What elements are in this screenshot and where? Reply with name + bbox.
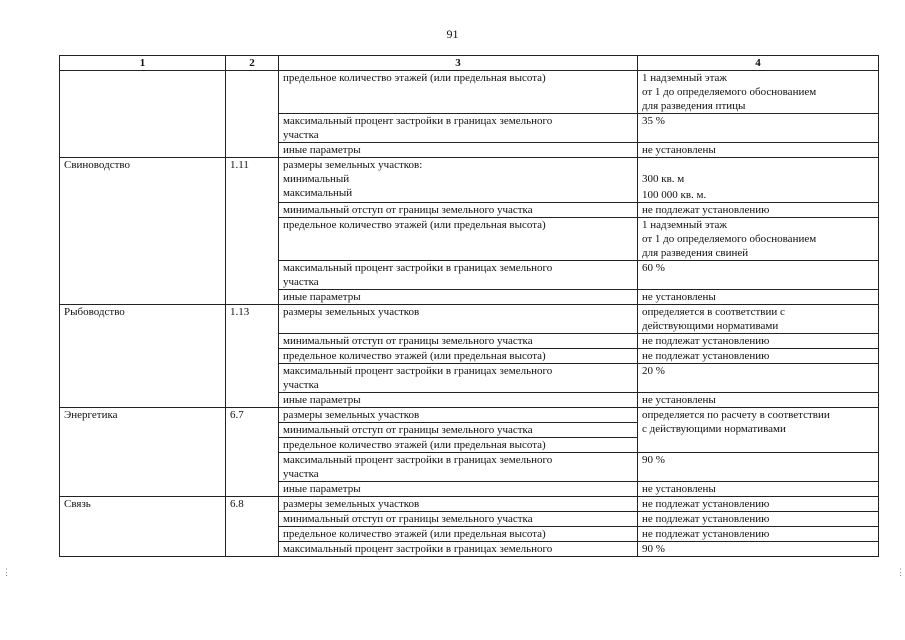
value-cell xyxy=(638,393,879,408)
value-line: 90 % xyxy=(642,454,665,466)
parameter-cell xyxy=(279,290,638,305)
land-use-code: 6.7 xyxy=(226,408,279,497)
value-cell xyxy=(638,334,879,349)
parameter-cell xyxy=(279,305,638,334)
value-line: не подлежат установлению xyxy=(642,204,770,216)
land-use-name: Связь xyxy=(60,497,226,557)
parameter-line: максимальный процент застройки в границах земельного xyxy=(283,454,553,466)
column-header-1: 1 xyxy=(60,56,226,71)
header-row xyxy=(60,56,879,71)
parameter-line: участка xyxy=(283,379,319,391)
value-cell xyxy=(638,114,879,143)
parameter-line: предельное количество этажей (или предельная высота) xyxy=(283,528,546,540)
value-line: действующими нормативами xyxy=(642,320,779,332)
parameter-line: предельное количество этажей (или предельная высота) xyxy=(283,439,546,451)
table-row xyxy=(60,305,879,334)
value-line: не установлены xyxy=(642,291,716,303)
column-header-4: 4 xyxy=(638,56,879,71)
parameter-line: размеры земельных участков xyxy=(283,306,420,318)
value-line: не подлежат установлению xyxy=(642,350,770,362)
parameter-line: максимальный xyxy=(283,187,353,199)
parameter-line: предельное количество этажей (или предельная высота) xyxy=(283,219,546,231)
parameter-line: минимальный отступ от границы земельного участка xyxy=(283,335,533,347)
table-header xyxy=(60,56,879,71)
value-line: не установлены xyxy=(642,483,716,495)
parameter-line: иные параметры xyxy=(283,483,361,495)
column-header-3: 3 xyxy=(279,56,638,71)
value-cell xyxy=(638,497,879,512)
value-line: не подлежат установлению xyxy=(642,498,770,510)
parameter-line: максимальный процент застройки в границах земельного xyxy=(283,365,553,377)
parameter-cell xyxy=(279,497,638,512)
value-line: не подлежат установлению xyxy=(642,528,770,540)
value-cell xyxy=(638,349,879,364)
parameter-cell xyxy=(279,158,638,203)
value-line: определяется в соответствии с xyxy=(642,306,785,318)
value-cell xyxy=(638,305,879,334)
table-row xyxy=(60,158,879,203)
value-cell xyxy=(638,261,879,290)
value-line: от 1 до определяемого обоснованием xyxy=(642,86,817,98)
parameter-cell xyxy=(279,542,638,557)
value-line: не установлены xyxy=(642,144,716,156)
parameter-cell xyxy=(279,203,638,218)
parameter-line: участка xyxy=(283,129,319,141)
parameter-line: иные параметры xyxy=(283,291,361,303)
parameter-line: размеры земельных участков xyxy=(283,498,420,510)
merged-value-cell xyxy=(638,408,879,453)
value-cell xyxy=(638,158,879,203)
table-row xyxy=(60,408,879,423)
parameter-line: участка xyxy=(283,468,319,480)
line-gap xyxy=(642,158,874,172)
parameter-cell xyxy=(279,423,638,438)
value-line: 300 кв. м xyxy=(642,173,685,185)
parameter-cell xyxy=(279,334,638,349)
scan-edge-mark: ⋮ xyxy=(896,567,905,577)
parameter-line: иные параметры xyxy=(283,144,361,156)
value-cell xyxy=(638,364,879,393)
value-cell xyxy=(638,203,879,218)
value-line: 20 % xyxy=(642,365,665,377)
value-cell xyxy=(638,527,879,542)
value-line: с действующими нормативами xyxy=(642,423,786,435)
value-line: 90 % xyxy=(642,543,665,555)
parameter-line: минимальный отступ от границы земельного участка xyxy=(283,424,533,436)
parameter-line: минимальный отступ от границы земельного участка xyxy=(283,513,533,525)
table-row xyxy=(60,71,879,114)
land-use-code xyxy=(226,71,279,158)
value-cell xyxy=(638,512,879,527)
parameter-cell xyxy=(279,438,638,453)
parameter-line: минимальный xyxy=(283,173,350,185)
table-body xyxy=(60,71,879,557)
land-use-parameters-table xyxy=(59,55,879,557)
parameter-cell xyxy=(279,364,638,393)
value-cell xyxy=(638,290,879,305)
parameter-line: предельное количество этажей (или предельная высота) xyxy=(283,350,546,362)
land-use-name: Свиноводство xyxy=(60,158,226,305)
parameter-cell xyxy=(279,71,638,114)
value-line: от 1 до определяемого обоснованием xyxy=(642,233,817,245)
parameter-cell xyxy=(279,218,638,261)
value-cell xyxy=(638,453,879,482)
parameter-cell xyxy=(279,453,638,482)
value-cell xyxy=(638,71,879,114)
parameter-line: максимальный процент застройки в границах земельного xyxy=(283,262,553,274)
land-use-code: 1.11 xyxy=(226,158,279,305)
land-use-name: Рыбоводство xyxy=(60,305,226,408)
land-use-code: 1.13 xyxy=(226,305,279,408)
value-cell xyxy=(638,218,879,261)
parameter-cell xyxy=(279,349,638,364)
parameter-cell xyxy=(279,393,638,408)
parameter-line: размеры земельных участков xyxy=(283,409,420,421)
parameter-cell xyxy=(279,114,638,143)
parameter-cell xyxy=(279,482,638,497)
land-use-code: 6.8 xyxy=(226,497,279,557)
parameter-line: предельное количество этажей (или предельная высота) xyxy=(283,72,546,84)
value-line: не установлены xyxy=(642,394,716,406)
parameter-cell xyxy=(279,408,638,423)
parameter-line: размеры земельных участков: xyxy=(283,159,423,171)
parameter-line: максимальный процент застройки в границах земельного xyxy=(283,115,553,127)
scan-edge-mark: ⋮ xyxy=(2,567,11,577)
parameter-line: максимальный процент застройки в границах земельного xyxy=(283,543,553,555)
value-line: 60 % xyxy=(642,262,665,274)
value-line: определяется по расчету в соответствии xyxy=(642,409,830,421)
value-line: 100 000 кв. м. xyxy=(642,189,707,201)
value-cell xyxy=(638,482,879,497)
table-row xyxy=(60,497,879,512)
value-line: для разведения птицы xyxy=(642,100,746,112)
value-line: для разведения свиней xyxy=(642,247,749,259)
value-cell xyxy=(638,143,879,158)
parameter-cell xyxy=(279,143,638,158)
parameter-cell xyxy=(279,512,638,527)
page-number: 91 xyxy=(446,27,459,41)
value-line: не подлежат установлению xyxy=(642,335,770,347)
land-use-name: Энергетика xyxy=(60,408,226,497)
parameter-cell xyxy=(279,527,638,542)
column-header-2: 2 xyxy=(226,56,279,71)
value-line: не подлежат установлению xyxy=(642,513,770,525)
parameter-line: иные параметры xyxy=(283,394,361,406)
parameter-cell xyxy=(279,261,638,290)
parameter-line: минимальный отступ от границы земельного участка xyxy=(283,204,533,216)
land-use-name xyxy=(60,71,226,158)
value-cell xyxy=(638,542,879,557)
parameter-line: участка xyxy=(283,276,319,288)
value-line: 1 надземный этаж xyxy=(642,219,727,231)
value-line: 1 надземный этаж xyxy=(642,72,727,84)
value-line: 35 % xyxy=(642,115,665,127)
